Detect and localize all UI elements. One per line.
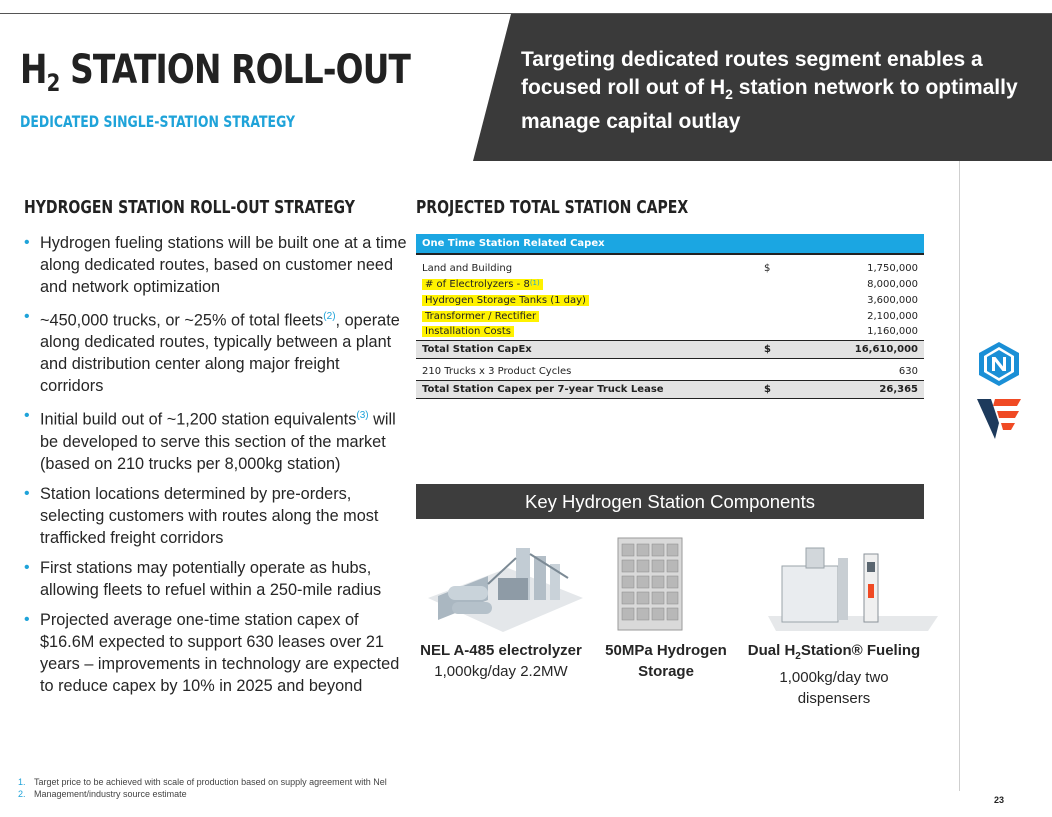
page-title: $H_2$ STATION ROLL-OUT (20, 47, 411, 97)
footnote: 2. Management/industry source estimate (18, 789, 187, 799)
row-label: Transformer / Rectifier (416, 308, 764, 324)
storage-caption: 50MPa Hydrogen Storage (605, 642, 727, 680)
list-item: • Station locations determined by pre-orders, selecting customers with routes along the most trafficked freight corridors (24, 484, 379, 547)
page-number: 23 (994, 795, 1005, 805)
nikola-n-logo-icon (976, 340, 1022, 388)
row-label: Hydrogen Storage Tanks (1 day) (416, 292, 764, 308)
total-amount: 16,610,000 (824, 340, 924, 358)
electrolyzer-image (418, 528, 588, 636)
list-item: • Projected average one-time station capex of $16.6M expected to support 630 leases over 21 years – improvements in technology are expected to reduce capex by 10% in 2025 and beyond (24, 610, 400, 695)
total-label: Total Station CapEx (416, 340, 764, 358)
list-item: • First stations may potentially operate as hubs, allowing fleets to refuel within a 250-mile radius (24, 558, 382, 599)
capex-table (416, 234, 924, 399)
row-label: Installation Costs (416, 324, 764, 340)
footnotes (18, 776, 387, 800)
row-amount: 2,100,000 (867, 310, 918, 322)
trucks-label: 210 Trucks x 3 Product Cycles (422, 366, 572, 378)
table-header-row (416, 234, 924, 254)
row-amount: 1,160,000 (867, 326, 918, 338)
hydrogen-storage-image (610, 532, 690, 632)
table-row (416, 364, 924, 380)
row-currency (764, 324, 824, 340)
table-row (416, 292, 924, 308)
fueling-caption: Dual $H_2Station®$ Fueling 1,000kg/day two dispensers (747, 642, 921, 707)
per-lease-row (416, 380, 924, 398)
per-lease-label: Total Station Capex per 7-year Truck Lease (416, 380, 764, 398)
strategy-heading: HYDROGEN STATION ROLL-OUT STRATEGY (24, 197, 355, 218)
row-currency (764, 276, 824, 292)
row-amount: 3,600,000 (867, 294, 918, 306)
row-amount: 1,750,000 (867, 262, 918, 274)
electrolyzer-caption: NEL A-485 electrolyzer 1,000kg/day 2.2MW (420, 642, 582, 680)
row-currency (764, 308, 824, 324)
trucks-amount: 630 (898, 366, 918, 378)
per-lease-amount: 26,365 (824, 380, 924, 398)
v-logo-icon (975, 395, 1023, 443)
row-currency: $ (764, 262, 771, 274)
strategy-bullet-list (22, 232, 407, 705)
list-item: • ~450,000 trucks, or ~25% of total fleets$^{(2)}$, operate along dedicated routes, typically between a plant and distribution center along major freight corridors (24, 308, 400, 396)
list-item: • Initial build out of ~1,200 station equivalents$^{(3)}$ will be developed to serve this section of the market (based on 210 trucks per 8,000kg station) (24, 407, 396, 473)
table-row (416, 324, 924, 340)
table-row (416, 260, 924, 276)
row-amount: 8,000,000 (867, 278, 918, 290)
row-label: Land and Building (422, 262, 513, 274)
table-header-cell: One Time Station Related Capex (416, 234, 924, 254)
list-item: • Hydrogen fueling stations will be built one at a time along dedicated routes, based on customer need and network optimization (24, 234, 407, 296)
table-row (416, 308, 924, 324)
row-currency (764, 292, 824, 308)
row-label: # of Electrolyzers - 8$^{(1)}$ (416, 276, 764, 292)
banner-text: Targeting dedicated routes segment enables a focused roll out of $H_2$ station network to optimally manage capital outlay (521, 48, 1018, 134)
footnote: 1. Target price to be achieved with scale of production based on supply agreement with Nel (18, 777, 387, 787)
components-header: Key Hydrogen Station Components (416, 484, 924, 519)
fueling-station-image (768, 536, 938, 631)
capex-heading: PROJECTED TOTAL STATION CAPEX (416, 197, 689, 218)
per-lease-currency: $ (764, 380, 824, 398)
table-row (416, 276, 924, 292)
total-row (416, 340, 924, 358)
page-subtitle: DEDICATED SINGLE-STATION STRATEGY (20, 112, 296, 131)
right-divider (959, 161, 960, 791)
top-rule (0, 13, 1052, 14)
total-currency: $ (764, 340, 824, 358)
